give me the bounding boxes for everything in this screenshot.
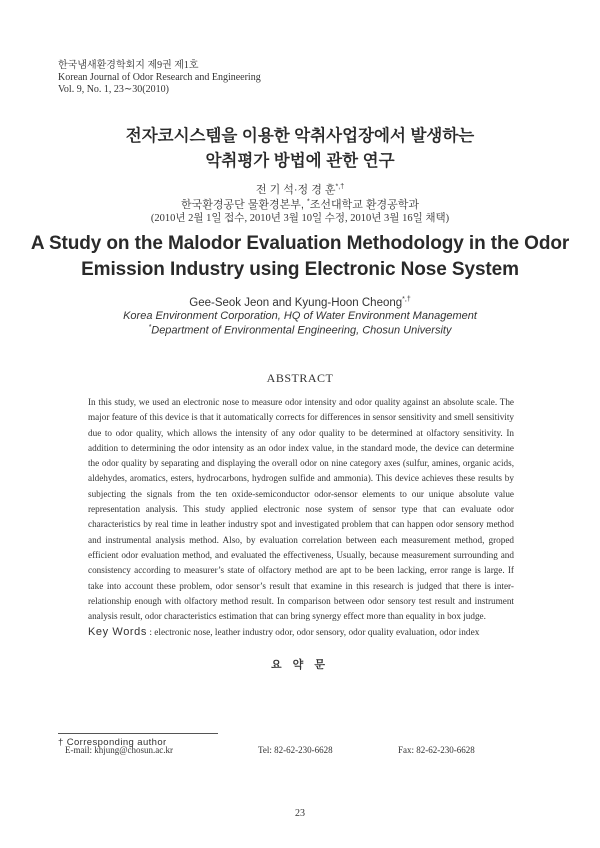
korean-affiliation-first: 한국환경공단 물환경본부, <box>180 199 307 211</box>
korean-affiliation-mark: * <box>307 198 310 206</box>
english-affiliation-first: Korea Environment Corporation, HQ of Water Environment Management <box>123 310 477 322</box>
abstract-body: In this study, we used an electronic nose to measure odor intensity and odor quality against an absolute scale. The major feature of this device is that it automatically corrects for differences in sensor sensitivity and smell sensitivity due to odor quality, which allows the intensity of any odor quality to be determined at olfactory sensitivity. In addition to determining the odor intensity as an odor index value, in the standard mode, the device can determine the odor quality by separating and displaying the overall odor on nine category axes (sulfur, amines, organic acids, aldehydes, aromatics, esters, hydrocarbons, hydrogen sulfide and ammonia). This device achieves these results by subjecting the signals from the ten oxide-semiconductor odor-sensor elements to our unique absolute value representation analysis. This study applied electronic nose system of sensor type that can evaluate odor characteristics by real time in leather industry spot and investigated problem that can happen odor sensory method and instrumental analysis method. Also, by evaluation correlation between each measurement method, groped efficient odor evaluation method, and evaluated the effectiveness, Usually, because measurement surrounding and consistency according to measurer’s state of olfactory method are apt to be been lacking, error range is large. If take into account these problem, odor sensor’s result that examine in this research is judged that there is inter-relationship enough with olfactory method result. In comparison between odor sensory test result and instrument analysis result, odor characteristics estimation that can bring synergy effect more than equality in box judge. <box>88 397 514 622</box>
korean-affiliation-second: 조선대학교 환경공학과 <box>309 199 420 211</box>
journal-name-korean: 한국냄새환경학회지 제9권 제1호 <box>58 60 199 71</box>
keywords-text: electronic nose, leather industry odor, odor sensory, odor quality evaluation, odor index <box>154 628 480 638</box>
keywords <box>88 626 528 638</box>
korean-abstract-heading: 요 약 문 <box>271 659 329 671</box>
footnote-divider <box>58 733 218 734</box>
english-title-line-2: Emission Industry using Electronic Nose System <box>81 259 519 280</box>
keywords-label: Key Words <box>88 626 147 638</box>
korean-authors <box>0 181 600 197</box>
journal-volume: Vol. 9, No. 1, 23∼30(2010) <box>58 84 169 95</box>
english-author-names: Gee-Seok Jeon and Kyung-Hoon Cheong <box>189 296 403 309</box>
page-number: 23 <box>295 808 305 819</box>
corresponding-author-label: † Corresponding author <box>58 737 167 748</box>
english-affiliation-second-text: Department of Environmental Engineering, Chosun University <box>151 324 452 337</box>
abstract-heading: ABSTRACT <box>266 371 334 385</box>
english-title-line-1: A Study on the Malodor Evaluation Methodology in the Odor <box>30 233 570 254</box>
korean-author-names: 전 기 석·정 경 훈 <box>255 184 336 196</box>
footnote-email: E-mail: khjung@chosun.ac.kr <box>65 745 174 755</box>
korean-author-mark: *,† <box>335 183 345 191</box>
korean-title-line-1: 전자코시스템을 이용한 악취사업장에서 발생하는 <box>125 127 475 145</box>
footnote-fax: Fax: 82-62-230-6628 <box>398 745 475 755</box>
footnote-tel: Tel: 82-62-230-6628 <box>258 745 333 755</box>
journal-name-english: Korean Journal of Odor Research and Engineering <box>58 72 261 83</box>
english-author-mark: *,† <box>402 296 411 303</box>
submission-dates: (2010년 2월 1일 접수, 2010년 3월 10일 수정, 2010년 3월 16일 채택) <box>150 213 450 224</box>
english-affiliation-mark: * <box>148 324 152 331</box>
english-affiliation-second <box>0 324 600 337</box>
korean-title-line-2: 악취평가 방법에 관한 연구 <box>205 152 395 170</box>
journal-header <box>58 60 261 96</box>
keywords-separator: : <box>147 628 155 638</box>
english-authors <box>0 296 600 309</box>
